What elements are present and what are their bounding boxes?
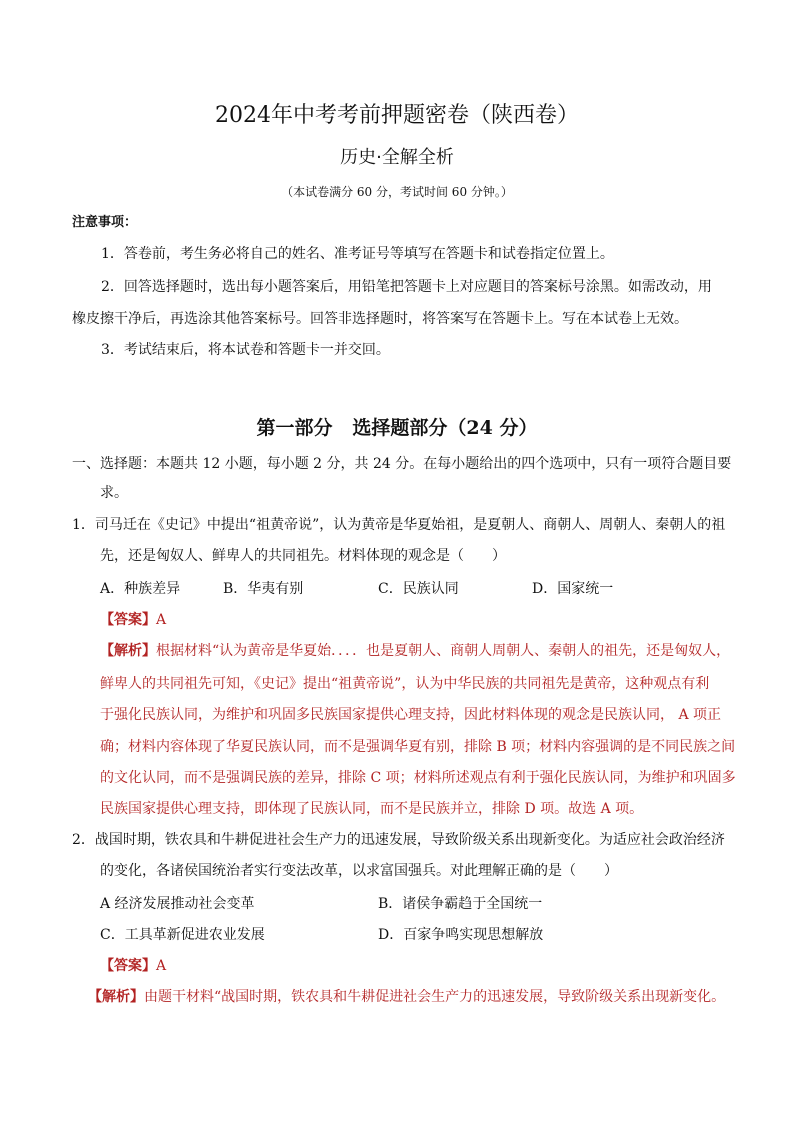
q1-stem-cont: 先，还是匈奴人、鲜卑人的共同祖先。材料体现的观念是（ ） — [100, 548, 506, 564]
q1-analysis-line-3: 于强化民族认同，为维护和巩固多民族国家提供心理支持，因此材料体现的观念是民族认同， A 项正 — [100, 707, 722, 723]
q1-analysis-text-1: 根据材料“认为黄帝是华夏始．．．．也是夏朝人、商朝人周朝人、秦朝人的祖先，还是匈奴人， — [156, 643, 731, 659]
q2-answer-value: A — [156, 958, 167, 974]
q1-option-a: A．种族差异 — [100, 581, 181, 597]
q1-analysis-line-4: 确；材料内容体现了华夏民族认同，而不是强调华夏有别，排除 B 项；材料内容强调的是不同民族之间 — [100, 739, 736, 755]
q2-analysis-text-1: 由题干材料“战国时期，铁农具和牛耕促进社会生产力的迅速发展，导致阶级关系出现新变化。 — [144, 989, 726, 1005]
exam-info: （本试卷满分 60 分，考试时间 60 分钟。） — [281, 185, 513, 199]
exam-subtitle: 历史·全解全析 — [340, 147, 454, 168]
q2-option-b: B．诸侯争霸趋于全国统一 — [378, 896, 543, 912]
notes-item-3: 3．考试结束后，将本试卷和答题卡一并交回。 — [101, 342, 390, 358]
q1-option-b: B．华夷有别 — [223, 581, 304, 597]
section-instruction-cont: 求。 — [100, 485, 128, 501]
section-title: 第一部分 选择题部分（24 分） — [256, 417, 538, 439]
notes-item-2: 2．回答选择题时，选出每小题答案后，用铅笔把答题卡上对应题目的答案标号涂黑。如需改动，用 — [101, 279, 712, 295]
exam-title: 2024年中考考前押题密卷（陕西卷） — [215, 103, 579, 128]
q2-option-d: D．百家争鸣实现思想解放 — [378, 927, 544, 943]
q1-answer-value: A — [156, 612, 167, 628]
q1-option-d: D．国家统一 — [532, 581, 614, 597]
q2-answer-label: 【答案】 — [100, 958, 156, 974]
q2-stem-cont: 的变化，各诸侯国统治者实行变法改革，以求富国强兵。对此理解正确的是（ ） — [100, 863, 618, 879]
q1-analysis-label: 【解析】 — [100, 643, 156, 659]
notes-item-2-cont: 橡皮擦干净后，再选涂其他答案标号。回答非选择题时，将答案写在答题卡上。写在本试卷上无效。 — [72, 311, 688, 327]
q1-analysis-line-2: 鲜卑人的共同祖先可知，《史记》提出“祖黄帝说”，认为中华民族的共同祖先是黄帝，这种观点有利 — [100, 676, 710, 692]
q1-stem: 1．司马迁在《史记》中提出“祖黄帝说”，认为黄帝是华夏始祖，是夏朝人、商朝人、周朝人、秦朝人的祖 — [72, 517, 726, 533]
notes-item-1: 1．答卷前，考生务必将自己的姓名、准考证号等填写在答题卡和试卷指定位置上。 — [101, 246, 614, 262]
q2-stem: 2．战国时期，铁农具和牛耕促进社会生产力的迅速发展，导致阶级关系出现新变化。为适应社会政治经济 — [72, 832, 725, 848]
q2-analysis-line-1 — [88, 987, 725, 1007]
q2-answer — [100, 956, 166, 976]
q2-analysis-label: 【解析】 — [88, 989, 144, 1005]
q1-analysis-line-5: 的文化认同，而不是强调民族的差异，排除 C 项；材料所述观点有利于强化民族认同，为维护和巩固多 — [100, 770, 736, 786]
q1-option-c: C．民族认同 — [378, 581, 459, 597]
q1-analysis-line-6: 民族国家提供心理支持，即体现了民族认同，而不是民族并立，排除 D 项。故选 A 项。 — [100, 801, 644, 817]
q1-analysis-line-1 — [100, 641, 730, 661]
q1-answer-label: 【答案】 — [100, 612, 156, 628]
q1-answer — [100, 610, 166, 630]
section-instruction: 一、选择题：本题共 12 小题，每小题 2 分，共 24 分。在每小题给出的四个选项中，只有一项符合题目要 — [72, 456, 732, 472]
q2-option-c: C．工具革新促进农业发展 — [100, 927, 265, 943]
q2-option-a: A 经济发展推动社会变革 — [100, 896, 255, 912]
notes-heading: 注意事项： — [72, 215, 138, 230]
